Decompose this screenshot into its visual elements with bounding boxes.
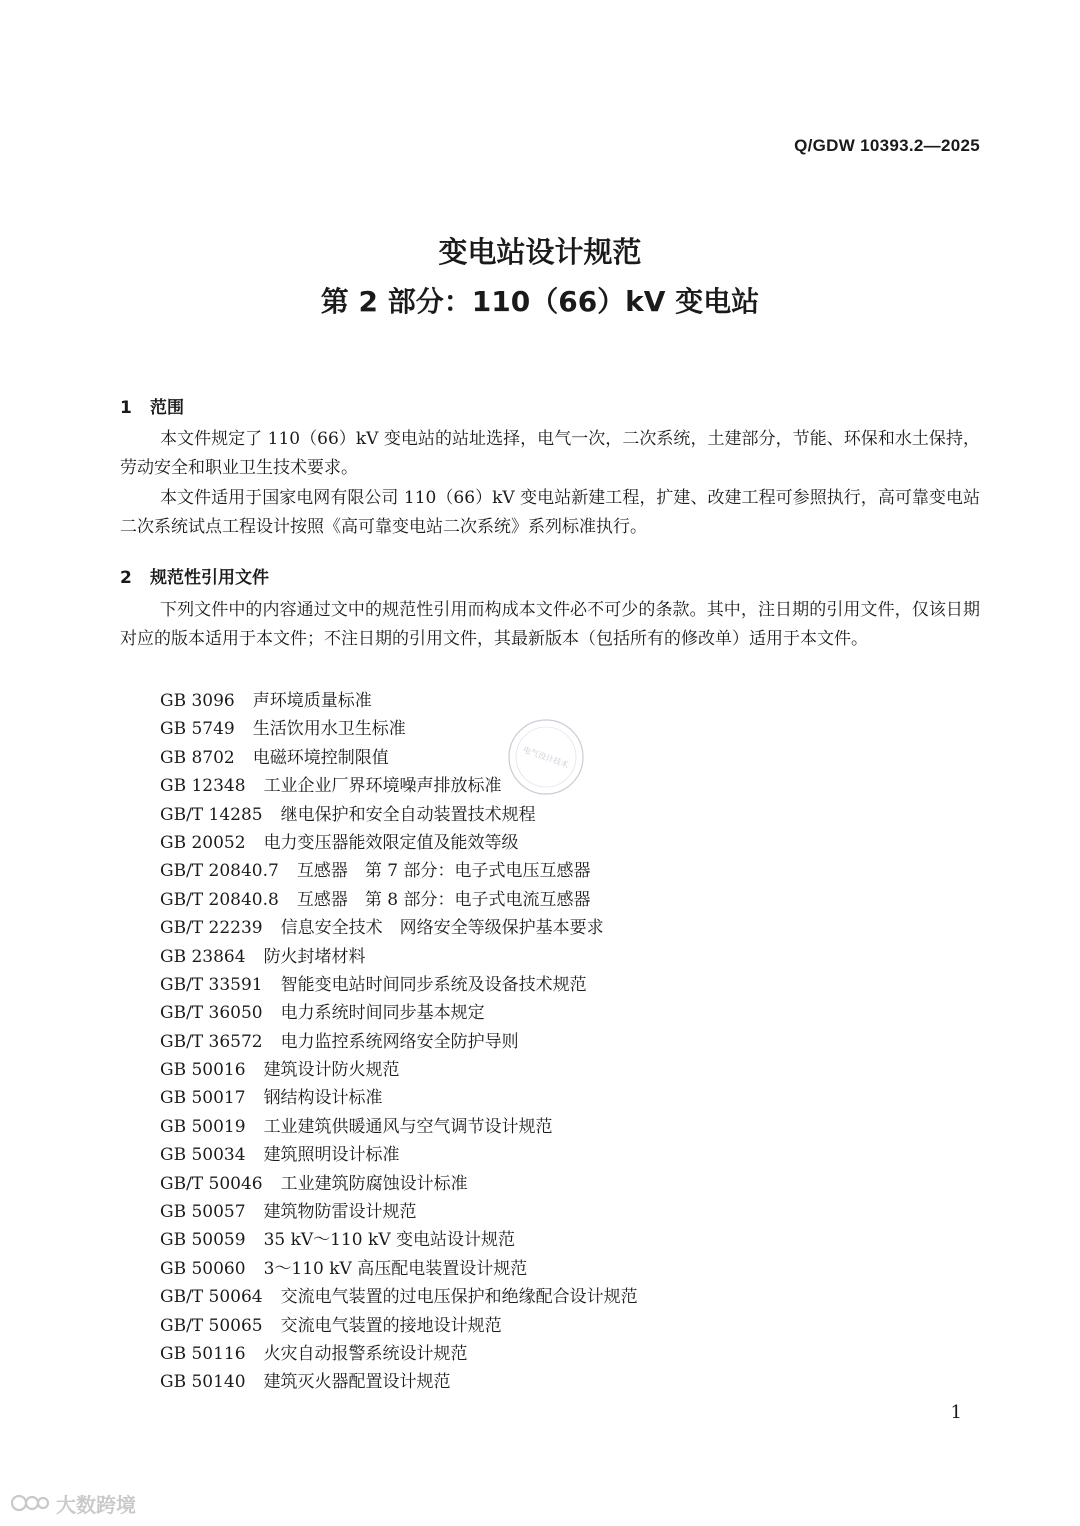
- reference-code: GB 50019: [160, 1116, 246, 1137]
- document-title: 变电站设计规范: [438, 235, 642, 269]
- reference-item: [160, 943, 638, 971]
- reference-title: 交流电气装置的过电压保护和绝缘配合设计规范: [280, 1287, 638, 1308]
- section-number: 2: [120, 568, 132, 588]
- reference-code: GB 50059: [160, 1230, 246, 1251]
- reference-item: [160, 914, 638, 942]
- reference-code: GB 50016: [160, 1060, 246, 1081]
- reference-item: [160, 1283, 638, 1311]
- reference-title: 电力变压器能效限定值及能效等级: [263, 832, 519, 853]
- reference-item: [160, 829, 638, 857]
- reference-item: [160, 1113, 638, 1141]
- scope-paragraph-2: 本文件适用于国家电网有限公司 110（66）kV 变电站新建工程，扩建、改建工程可参照执行，高可靠变电站二次系统试点工程设计按照《高可靠变电站二次系统》系列标准执行。: [120, 488, 980, 537]
- reference-title: 电力系统时间同步基本规定: [280, 1003, 485, 1024]
- reference-title: 建筑设计防火规范: [263, 1060, 400, 1081]
- reference-title: 互感器 第 7 部分：电子式电压互感器: [296, 861, 591, 882]
- seal-stamp-icon: [505, 716, 587, 798]
- reference-title: 建筑灭火器配置设计规范: [263, 1372, 451, 1393]
- references-intro: 下列文件中的内容通过文中的规范性引用而构成本文件必不可少的条款。其中，注日期的引用文件，仅该日期对应的版本适用于本文件；不注日期的引用文件，其最新版本（包括所有的修改单）适用于本文件。: [120, 600, 980, 649]
- document-code: Q/GDW 10393.2—2025: [794, 136, 980, 155]
- reference-code: GB 5749: [160, 719, 235, 740]
- page-number: 1: [950, 1402, 962, 1423]
- brand-watermark: [10, 1488, 136, 1518]
- reference-code: GB 50116: [160, 1343, 246, 1364]
- reference-title: 火灾自动报警系统设计规范: [263, 1343, 468, 1364]
- reference-code: GB/T 50064: [160, 1287, 263, 1308]
- reference-code: GB/T 20840.8: [160, 889, 279, 910]
- reference-code: GB 20052: [160, 832, 246, 853]
- reference-code: GB/T 22239: [160, 918, 263, 939]
- reference-code: GB/T 50065: [160, 1315, 263, 1336]
- reference-title: 智能变电站时间同步系统及设备技术规范: [280, 974, 587, 995]
- reference-item: [160, 1084, 638, 1112]
- reference-title: 电力监控系统网络安全防护导则: [280, 1031, 519, 1052]
- reference-item: [160, 1198, 638, 1226]
- reference-code: GB/T 33591: [160, 974, 263, 995]
- reference-item: [160, 999, 638, 1027]
- scope-paragraph-1: 本文件规定了 110（66）kV 变电站的站址选择，电气一次，二次系统，土建部分，节能、环保和水土保持，劳动安全和职业卫生技术要求。: [120, 429, 980, 478]
- brand-logo-icon: [10, 1491, 50, 1515]
- reference-code: GB 12348: [160, 776, 246, 797]
- reference-item: [160, 1312, 638, 1340]
- reference-title: 继电保护和安全自动装置技术规程: [280, 804, 536, 825]
- reference-title: 生活饮用水卫生标准: [252, 719, 406, 740]
- reference-item: [160, 886, 638, 914]
- reference-title: 工业建筑防腐蚀设计标准: [280, 1173, 468, 1194]
- reference-title: 互感器 第 8 部分：电子式电流互感器: [296, 889, 591, 910]
- reference-code: GB 50034: [160, 1145, 246, 1166]
- reference-title: 电磁环境控制限值: [252, 747, 389, 768]
- brand-text: 大数跨境: [56, 1492, 136, 1517]
- reference-code: GB 50057: [160, 1202, 246, 1223]
- reference-code: GB 23864: [160, 946, 246, 967]
- section-heading-scope: [120, 393, 184, 418]
- reference-code: GB 50060: [160, 1258, 246, 1279]
- reference-item: [160, 1170, 638, 1198]
- reference-title: 声环境质量标准: [252, 691, 372, 711]
- reference-item: [160, 971, 638, 999]
- section-title: 范围: [150, 398, 184, 418]
- section-number: 1: [120, 398, 132, 418]
- reference-code: GB/T 36050: [160, 1003, 263, 1024]
- reference-code: GB 3096: [160, 691, 235, 711]
- reference-title: 建筑物防雷设计规范: [263, 1202, 417, 1223]
- reference-item: [160, 1226, 638, 1254]
- reference-code: GB 8702: [160, 747, 235, 768]
- reference-title: 3～110 kV 高压配电装置设计规范: [263, 1258, 528, 1279]
- reference-item: [160, 1368, 638, 1396]
- reference-code: GB 50017: [160, 1088, 246, 1109]
- reference-title: 建筑照明设计标准: [263, 1145, 400, 1166]
- reference-title: 工业建筑供暖通风与空气调节设计规范: [263, 1116, 553, 1137]
- reference-code: GB/T 20840.7: [160, 861, 279, 882]
- document-subtitle: 第 2 部分：110（66）kV 变电站: [320, 285, 760, 318]
- reference-item: [160, 1141, 638, 1169]
- reference-item: [160, 801, 638, 829]
- reference-title: 防火封堵材料: [263, 946, 366, 967]
- reference-item: [160, 687, 638, 715]
- reference-code: GB 50140: [160, 1372, 246, 1393]
- reference-code: GB/T 36572: [160, 1031, 263, 1052]
- reference-title: 35 kV～110 kV 变电站设计规范: [263, 1230, 516, 1251]
- reference-title: 信息安全技术 网络安全等级保护基本要求: [280, 918, 604, 939]
- reference-item: [160, 1056, 638, 1084]
- reference-item: [160, 857, 638, 885]
- reference-title: 交流电气装置的接地设计规范: [280, 1315, 502, 1336]
- reference-code: GB/T 50046: [160, 1173, 263, 1194]
- reference-title: 钢结构设计标准: [263, 1088, 383, 1109]
- section-heading-references: [120, 563, 269, 588]
- section-title: 规范性引用文件: [150, 568, 269, 588]
- stamp-text: 电气设计技术: [521, 745, 570, 770]
- reference-code: GB/T 14285: [160, 804, 263, 825]
- reference-item: [160, 1028, 638, 1056]
- reference-item: [160, 1340, 638, 1368]
- reference-item: [160, 1255, 638, 1283]
- reference-title: 工业企业厂界环境噪声排放标准: [263, 776, 502, 797]
